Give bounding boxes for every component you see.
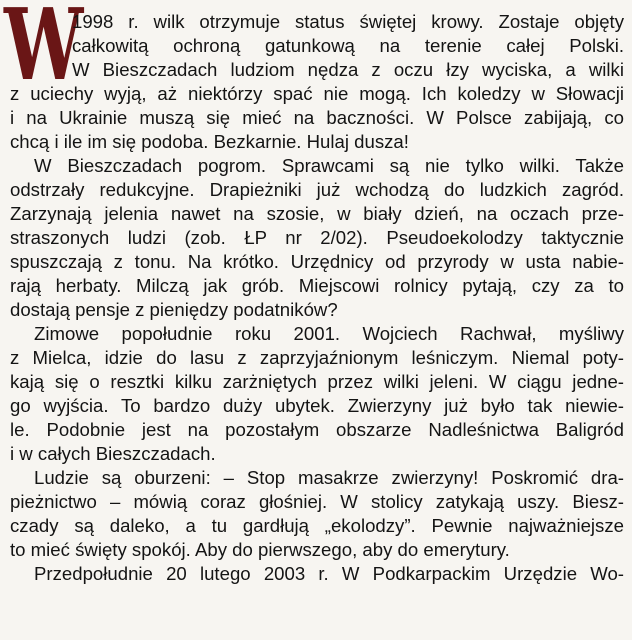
paragraph-line: całkowitą ochroną gatunkową na terenie całej Polski. bbox=[72, 35, 624, 56]
paragraph-line: rają herbaty. Milczą jak grób. Miejscowi rolnicy pytają, czy za to bbox=[10, 275, 624, 296]
paragraph-line: czady są daleko, a tu gardłują „ekolodzy”. Pewnie najważniejsze bbox=[10, 515, 624, 536]
paragraph-line: 1998 r. wilk otrzymuje status świętej krowy. Zostaje objęty bbox=[72, 11, 624, 32]
paragraph-line: W Bieszczadach ludziom nędza z oczu łzy wyciska, a wilki bbox=[72, 59, 624, 80]
paragraph-line: kają się o resztki kilku zarżniętych przez wilki jeleni. W ciągu jedne- bbox=[10, 371, 624, 392]
paragraph-line: i na Ukrainie muszą się mieć na baczności. W Polsce zabijają, co bbox=[10, 107, 624, 128]
article-text bbox=[10, 10, 624, 586]
paragraph-line: to mieć święty spokój. Aby do pierwszego, aby do emerytury. bbox=[10, 539, 510, 560]
paragraph-line: pieżnictwo – mówią coraz głośniej. W stolicy zatykają uszy. Biesz- bbox=[10, 491, 624, 512]
paragraph-line: straszonych ludzi (zob. ŁP nr 2/02). Pseudoekolodzy taktycznie bbox=[10, 227, 624, 248]
paragraph-line: le. Podobnie jest na pozostałym obszarze Nadleśnictwa Baligród bbox=[10, 419, 624, 440]
paragraph-line: Ludzie są oburzeni: – Stop masakrze zwierzyny! Poskromić dra- bbox=[34, 467, 624, 488]
drop-cap-letter: W bbox=[4, 0, 81, 103]
paragraph-line: z uciechy wyją, aż niektórzy spać nie mogą. Ich koledzy w Słowacji bbox=[10, 83, 624, 104]
paragraph-line: i w całych Bieszczadach. bbox=[10, 443, 216, 464]
paragraph-line: Zimowe popołudnie roku 2001. Wojciech Rachwał, myśliwy bbox=[34, 323, 624, 344]
paragraph-line: spuszczają z tonu. Na krótko. Urzędnicy od przyrody w usta nabie- bbox=[10, 251, 624, 272]
paragraph-line: dostają pensje z pieniędzy podatników? bbox=[10, 299, 338, 320]
paragraph-line: z Mielca, idzie do lasu z zaprzyjaźnionym leśniczym. Niemal poty- bbox=[10, 347, 624, 368]
paragraph-line: odstrzały redukcyjne. Drapieżniki już wchodzą do ludzkich zagród. bbox=[10, 179, 624, 200]
paragraph-line: Przedpołudnie 20 lutego 2003 r. W Podkarpackim Urzędzie Wo- bbox=[34, 563, 624, 584]
paragraph-line: Zarzynają jelenia nawet na szosie, w biały dzień, na oczach prze- bbox=[10, 203, 624, 224]
paragraph-line: go wyjścia. To bardzo duży ubytek. Zwierzyny już było tak niewie- bbox=[10, 395, 624, 416]
paragraph-line: W Bieszczadach pogrom. Sprawcami są nie tylko wilki. Także bbox=[34, 155, 624, 176]
paragraph-line: chcą i ile im się podoba. Bezkarnie. Hulaj dusza! bbox=[10, 131, 409, 152]
